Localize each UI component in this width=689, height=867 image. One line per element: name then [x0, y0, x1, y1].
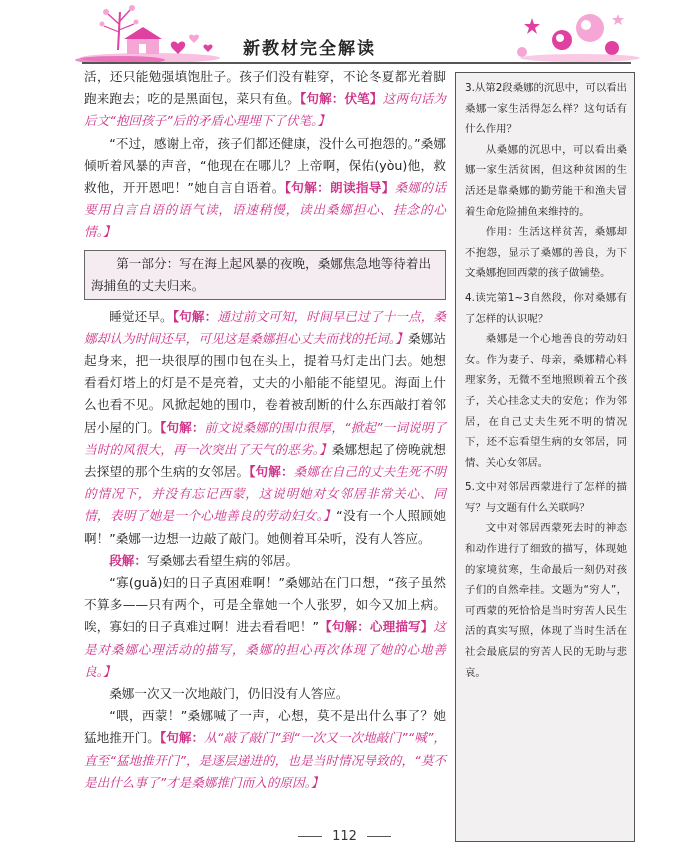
annotation-text: 这两句话为后文“抱回孩子”后的矛盾心理埋下了伏笔。】: [84, 91, 447, 129]
heart-icon: [171, 35, 213, 54]
body-text: “喂，西蒙！”桑娜喊了一声，心想，莫不是出什么事了？她猛地推开门。: [84, 708, 446, 746]
main-text: [84, 66, 446, 794]
annotation-label: 【句解：: [160, 419, 205, 435]
answer-5: 文中对邻居西蒙死去时的神态和动作进行了细致的描写，体现她的家境贫寒，生命最后一刻仍对孩子们的自然牵挂。文题为“穷人”，可西蒙的死恰恰是当时穷苦人民生活的真实写照，体现了当时生活在社会最底层的穷苦人民的无助与悲哀。: [465, 522, 627, 679]
body-text: 睡觉还早。: [109, 308, 173, 324]
annotation-text: 这是对桑娜心理活动的描写，桑娜的担心再次体现了她的心地善良。】: [84, 619, 446, 679]
annotation-text: 桑娜的话要用自言自语的语气读，语速稍慢，读出桑娜担心、挂念的心情。】: [84, 180, 446, 240]
annotation-text: 桑娜在自己的丈夫生死不明的情况下，并没有忘记西蒙，这说明她对女邻居非常关心、同情，表明了她是一个心地善良的劳动妇女。】: [84, 464, 447, 524]
para-4: [84, 572, 446, 683]
section-summary-box: 第一部分：写在海上起风暴的夜晚，桑娜焦急地等待着出海捕鱼的丈夫归来。: [84, 250, 446, 300]
page-footer: [0, 829, 689, 844]
footer-dash-left: [298, 836, 322, 837]
para-6: [84, 705, 446, 794]
question-4: 4.读完第1~3自然段，你对桑娜有了怎样的认识呢？: [465, 291, 627, 325]
annotation-text: 从“敲了敲门”到“一次又一次地敲门”“喊”，直至“猛地推开门”，是逐层递进的，也是当时情况导致的，“莫不是出什么事了”才是桑娜推门而入的原因。】: [84, 730, 447, 790]
footer-dash-right: [367, 836, 391, 837]
sidebar-qa: [455, 72, 635, 842]
annotation-label: 【句解：朗读指导】: [284, 180, 395, 196]
body-text: “寡(guǎ)妇的日子真困难啊！”桑娜站在门口想，“孩子虽然不算多——只有两个，可是全靠她一个人张罗，如今又加上病。唉，寡妇的日子真难过啊！进去看看吧！”: [84, 575, 446, 635]
question-3: 3.从第2段桑娜的沉思中，可以看出桑娜一家生活得怎么样？这句话有什么作用？: [465, 82, 627, 136]
page-number: 112: [332, 829, 357, 844]
answer-3b: 作用：生活这样贫苦，桑娜却不抱怨，显示了桑娜的善良，为下文桑娜抱回西蒙的孩子做铺垫。: [465, 226, 627, 280]
swirl-decoration-icon: [517, 14, 640, 62]
paragraph-summary: [84, 550, 446, 572]
annotation-text: 前文说桑娜的围巾很厚，“掀起”一词说明了当时的风很大，再一次突出了天气的恶劣。】: [84, 419, 446, 457]
annotation-label: 【句解：: [249, 464, 294, 480]
header-rule: [82, 62, 631, 64]
body-text: 活，还只能勉强填饱肚子。孩子们没有鞋穿，不论冬夏都光着脚跑来跑去；吃的是黑面包，菜只有鱼。: [84, 69, 446, 107]
body-text: 桑娜站起身来，把一块很厚的围巾包在头上，提着马灯走出门去。她想看看灯塔上的灯是不是亮着，丈夫的小船能不能望见。海面上什么也看不见。风掀起她的围巾，卷着被刮断的什么东西敲打着邻居小屋的门。: [84, 330, 447, 435]
question-5: 5.文中对邻居西蒙进行了怎样的描写？与文题有什么关联吗？: [465, 481, 627, 514]
annotation-label: 段解：: [109, 552, 147, 568]
annotation-label: 【句解：: [159, 730, 205, 746]
para-5: 桑娜一次又一次地敲门，仍旧没有人答应。: [109, 686, 349, 702]
body-text: 写桑娜去看望生病的邻居。: [146, 552, 299, 568]
annotation-label: 【句解：伏笔】: [299, 91, 383, 107]
page-header: [0, 0, 689, 68]
para-3: [84, 306, 446, 550]
body-text: “没有一个人照顾她啊！”桑娜一边想一边敲了敲门。她侧着耳朵听，没有人答应。: [84, 508, 446, 546]
body-text: 桑娜想起了傍晚就想去探望的那个生病的女邻居。: [84, 441, 447, 480]
star-icon: [524, 14, 624, 34]
body-text: “不过，感谢上帝，孩子们都还健康，没什么可抱怨的。”桑娜倾听着风暴的声音，“他现在在哪儿？上帝啊，保佑(yòu)他，救救他，开开恩吧！”她自言自语着。: [84, 135, 446, 196]
book-title: 新教材完全解读: [243, 39, 376, 59]
annotation-text: 通过前文可知，时间早已过了十一点，桑娜却认为时间还早，可见这是桑娜担心丈夫而找的托词。】: [84, 308, 447, 346]
para-1: [84, 66, 446, 133]
house-icon: [124, 27, 162, 54]
annotation-label: 【句解：心理描写】: [319, 619, 434, 635]
answer-3a: 从桑娜的沉思中，可以看出桑娜一家生活贫困，但这种贫困的生活还是靠桑娜的勤劳能干和渔夫冒着生命危险捕鱼来维持的。: [465, 143, 627, 218]
para-2: [84, 133, 446, 244]
annotation-label: 【句解：: [172, 308, 218, 324]
answer-4: 桑娜是一个心地善良的劳动妇女。作为妻子、母亲，桑娜精心料理家务，无微不至地照顾着五个孩子，关心挂念丈夫的安危；作为邻居，在自己丈夫生死不明的情况下，还不忘看望生病的女邻居，同情、关心女邻居。: [465, 333, 627, 469]
